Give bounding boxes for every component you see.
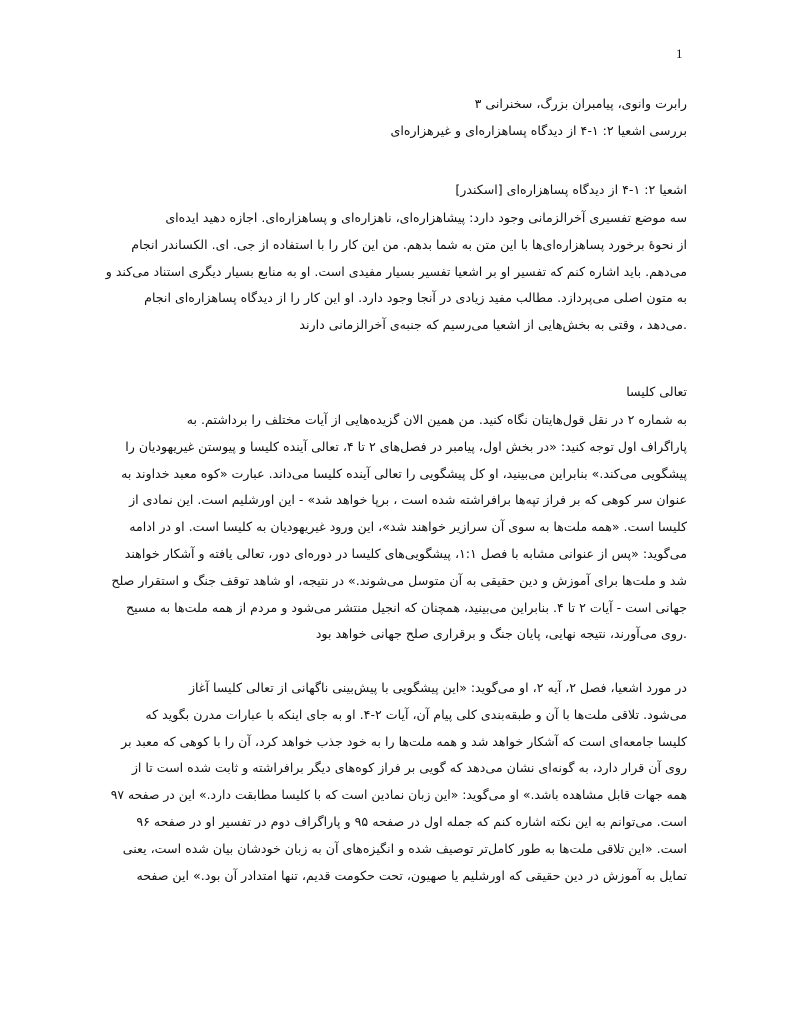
text-line: شد و ملت‌ها برای آموزش و دین حقیقی به آن متوسل می‌شوند.» در نتیجه، او شاهد توقف جنگ و استقرار صلح: [111, 572, 687, 588]
text-line: می‌دهم. باید اشاره کنم که تفسیر او بر اشعیا تفسیر بسیار مفیدی است. او به منابع بسیار دیگری استناد می‌کند و: [105, 263, 687, 279]
page-number: 1: [676, 46, 683, 61]
text-line: .روی می‌آورند، نتیجه نهایی، پایان جنگ و برقراری صلح جهانی خواهد بود: [315, 626, 687, 642]
text-line: است. «این تلاقی ملت‌ها به طور کامل‌تر توصیف شده و انگیزه‌های آن به زبان خودشان بیان شده است، یعنی: [122, 840, 687, 856]
text-line: عنوان سر کوهی که بر فراز تپه‌ها برافراشته شده است ، برپا خواهد شد» - این اورشلیم است. این نمادی از: [129, 492, 687, 508]
text-line: تمایل به آموزش در دین حقیقی که اورشلیم یا صهیون، تحت حکومت قدیم، تنها امتدادر آن بود.» این صفحه: [136, 867, 687, 883]
text-line: سه موضع تفسیری آخرالزمانی وجود دارد: پیشاهزاره‌ای، ناهزاره‌ای و پساهزاره‌ای. اجازه دهید ایده‌ای: [165, 210, 687, 225]
section-heading-church-exaltation: تعالی کلیسا: [626, 384, 687, 399]
text-line: است. می‌توانم به این نکته اشاره کنم که جمله اول در صفحه ۹۵ و پاراگراف دوم در تفسیر او در صفحه ۹۶: [136, 813, 687, 829]
text-line: پیشگویی می‌کند.» بنابراین می‌بینید، او کل پیشگویی را تعالی آینده کلیسا می‌داند. عبارت «کوه معبد خداوند به: [121, 465, 687, 481]
text-line: روی آن قرار دارد، به گونه‌ای نشان می‌دهد که گویی بر فراز کوه‌های دیگر برافراشته و ثابت شده است تا از: [131, 760, 687, 776]
paragraph-church-1: [104, 407, 687, 648]
text-line: می‌شود. تلاقی ملت‌ها با آن و طبقه‌بندی کلی پیام آن، آیات ۲-۴. او به جای اینکه با عبارات مدرن بگوید که: [145, 706, 687, 722]
text-line: .می‌دهد ، وقتی به بخش‌هایی از اشعیا می‌رسیم که جنبه‌ی آخرالزمانی دارند: [299, 317, 687, 333]
text-line: همه جهات قابل مشاهده باشد.» او می‌گوید: «این زبان نمادین است که با کلیسا مطابقت دارد.» این در صفحه ۹۷: [110, 787, 687, 803]
paragraph-church-2: [104, 675, 687, 889]
text-line: به شماره ۲ در نقل قول‌هایتان نگاه کنید. من همین الان گزیده‌هایی از آیات مختلف را برداشتم. به: [186, 412, 687, 427]
text-line: پاراگراف اول توجه کنید: «در بخش اول، پیامبر در فصل‌های ۲ تا ۴، تعالی آینده کلیسا و پیوستن غیریهودیان را: [125, 438, 687, 454]
text-line: می‌گوید: «پس از عنوانی مشابه با فصل ۱:۱، پیشگویی‌های کلیسا در دوره‌ای دور، تعالی یافته و آشکار خواهند: [124, 545, 687, 561]
text-line: در مورد اشعیا، فصل ۲، آیه ۲، او می‌گوید: «این پیشگویی با پیش‌بینی ناگهانی از تعالی کلیسا آغاز: [188, 680, 687, 695]
lecture-subtitle: بررسی اشعیا ۲: ۱-۴ از دیدگاه پساهزاره‌ای و غیرهزاره‌ای: [390, 123, 687, 138]
text-line: جهانی است - آیات ۲ تا ۴. بنابراین می‌بینید، همچنان که انجیل منتشر می‌شود و مردم از همه ملت‌ها به مسیح: [125, 599, 687, 615]
paragraph-intro: [104, 205, 687, 339]
text-line: به متون اصلی می‌پردازد. مطالب مفید زیادی در آنجا وجود دارد. او این کار را از دیدگاه پساهزاره‌ای انجام: [144, 290, 687, 306]
text-line: کلیسا جامعه‌ای است که آشکار خواهد شد و همه ملت‌ها را به خود جذب خواهد کرد، آن را با کوهی که معبد بر: [121, 733, 687, 749]
lecture-title: رابرت وانوی، پیامبران بزرگ، سخنرانی ۳: [474, 96, 687, 111]
text-line: از نحوهٔ برخورد پساهزاره‌ای‌ها با این متن به شما بدهم. من این کار را با استفاده از جی. ای. الکساندر انجام: [131, 236, 687, 252]
section-heading-postmillennial: اشعیا ۲: ۱-۴ از دیدگاه پساهزاره‌ای [اسکندر]: [455, 182, 687, 197]
text-line: کلیسا است. «همه ملت‌ها به سوی آن سرازیر خواهند شد»، این ورود غیریهودیان به کلیسا است. او در ادامه: [129, 519, 687, 535]
